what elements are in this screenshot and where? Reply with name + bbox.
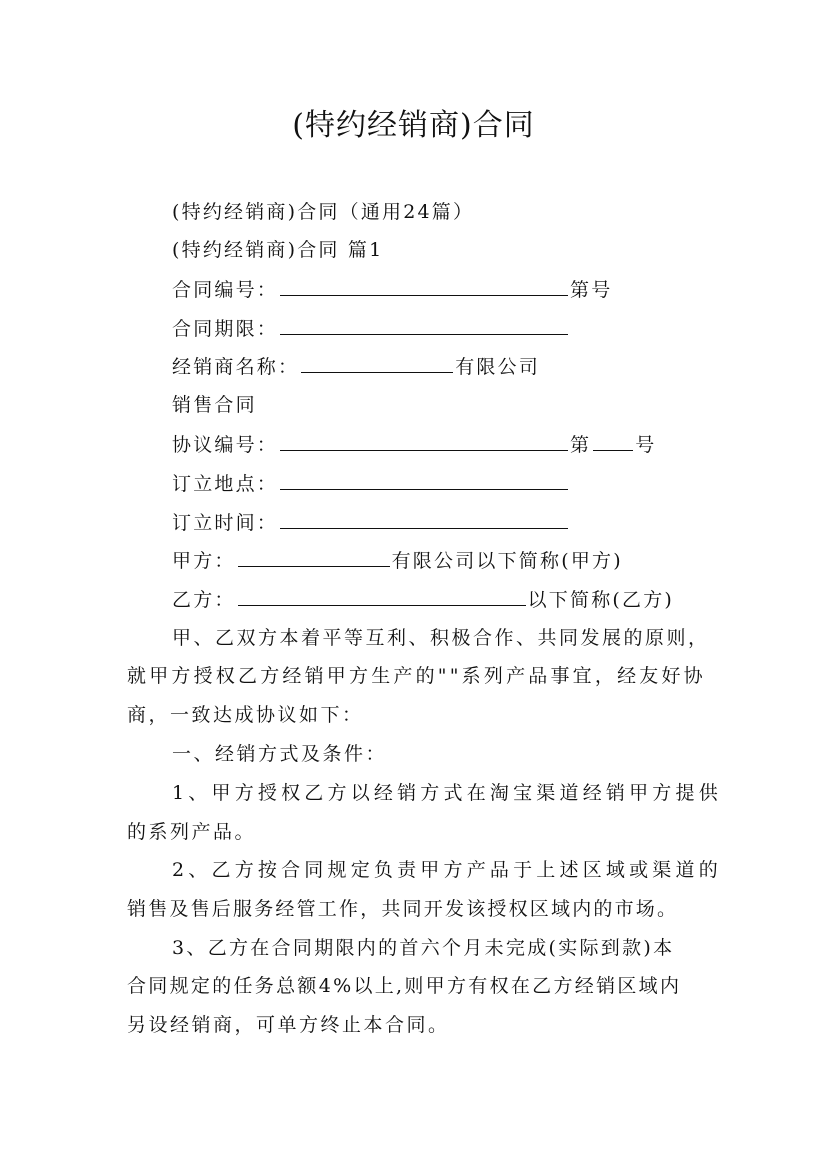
sign-place-label: 订立地点： bbox=[172, 473, 279, 495]
party-b-suffix: 以下简称(乙方) bbox=[527, 589, 675, 611]
sign-time-label: 订立时间： bbox=[172, 512, 279, 534]
sales-contract-heading: 销售合同 bbox=[172, 394, 257, 416]
clause-1-line-2: 的系列产品。 bbox=[127, 821, 257, 843]
sign-time-row bbox=[172, 510, 570, 535]
party-b-row bbox=[172, 587, 674, 612]
agreement-no-number-blank bbox=[593, 432, 633, 451]
clause-3-line-3: 另设经销商，可单方终止本合同。 bbox=[127, 1014, 450, 1036]
clause-2-line-1: 2、乙方按合同规定负责甲方产品于上述区域或渠道的 bbox=[172, 859, 722, 881]
intro-line-1: 甲、乙双方本着平等互利、积极合作、共同发展的原则， bbox=[172, 627, 710, 649]
intro-line-2: 就甲方授权乙方经销甲方生产的""系列产品事宜，经友好协 bbox=[127, 665, 706, 687]
party-a-row bbox=[172, 548, 623, 573]
agreement-no-row bbox=[172, 432, 656, 457]
clause-2-line-2: 销售及售后服务经管工作，共同开发该授权区域内的市场。 bbox=[127, 898, 679, 920]
sign-time-blank bbox=[280, 510, 568, 529]
party-a-blank bbox=[238, 548, 390, 567]
dealer-name-row bbox=[172, 354, 540, 379]
dealer-name-label: 经销商名称： bbox=[172, 356, 300, 378]
chapter-heading: (特约经销商)合同 篇1 bbox=[172, 239, 384, 261]
party-b-label: 乙方： bbox=[172, 589, 236, 611]
party-a-suffix: 有限公司以下简称(甲方) bbox=[391, 550, 623, 572]
agreement-no-mid: 第 bbox=[570, 434, 592, 456]
contract-period-row bbox=[172, 316, 570, 341]
clause-3-line-2: 合同规定的任务总额4%以上,则甲方有权在乙方经销区域内 bbox=[127, 975, 682, 997]
clause-3-line-1: 3、乙方在合同期限内的首六个月未完成(实际到款)本 bbox=[172, 937, 675, 959]
intro-line-3: 商，一致达成协议如下： bbox=[127, 704, 364, 726]
sign-place-blank bbox=[280, 471, 568, 490]
sign-place-row bbox=[172, 471, 570, 496]
contract-no-label: 合同编号： bbox=[172, 279, 279, 301]
contract-period-label: 合同期限： bbox=[172, 318, 279, 340]
dealer-name-suffix: 有限公司 bbox=[455, 356, 541, 378]
contract-no-suffix: 第号 bbox=[570, 279, 613, 301]
dealer-name-blank bbox=[301, 354, 453, 373]
document-subtitle: (特约经销商)合同（通用24篇） bbox=[172, 201, 475, 223]
contract-period-blank bbox=[280, 316, 568, 335]
section-1-heading: 一、经销方式及条件： bbox=[172, 743, 388, 765]
agreement-no-suffix: 号 bbox=[635, 434, 657, 456]
party-a-label: 甲方： bbox=[172, 550, 236, 572]
agreement-no-blank bbox=[280, 432, 568, 451]
contract-no-blank bbox=[280, 277, 568, 296]
document-title: (特约经销商)合同 bbox=[292, 108, 535, 143]
contract-no-row bbox=[172, 277, 612, 302]
party-b-blank bbox=[238, 587, 526, 606]
agreement-no-label: 协议编号： bbox=[172, 434, 279, 456]
clause-1-line-1: 1、甲方授权乙方以经销方式在淘宝渠道经销甲方提供 bbox=[172, 782, 722, 804]
